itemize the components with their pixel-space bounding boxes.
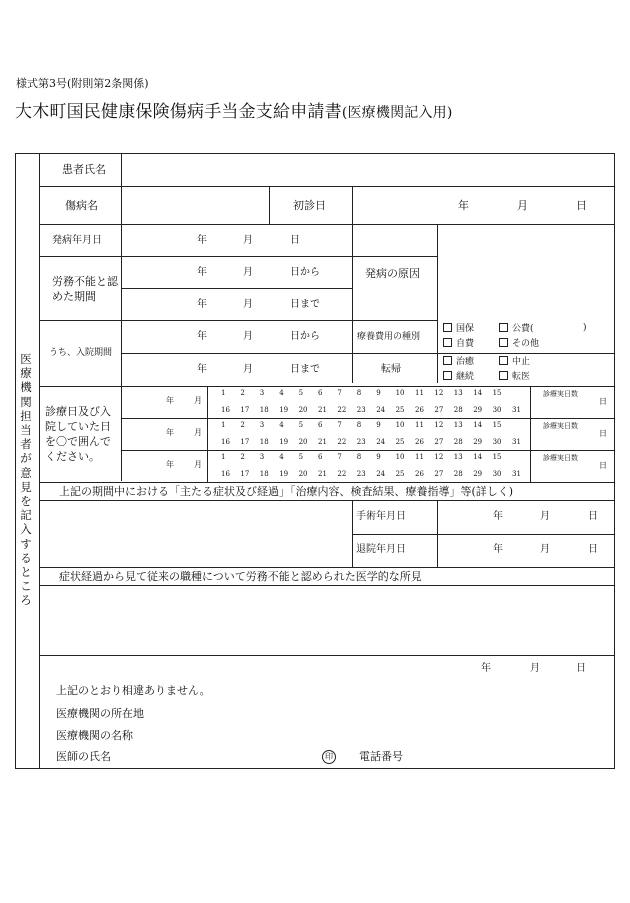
day-cell[interactable]: 14 [473, 389, 483, 397]
block2-year: 年 [166, 428, 174, 437]
block1-year: 年 [166, 396, 174, 405]
day-cell[interactable]: 19 [279, 470, 289, 478]
day-cell[interactable]: 5 [298, 453, 304, 461]
day-cell[interactable]: 13 [453, 389, 463, 397]
day-cell[interactable]: 2 [240, 453, 245, 461]
grid-line [530, 386, 531, 482]
day-cell[interactable]: 18 [259, 438, 269, 446]
grid-line [39, 567, 615, 568]
cert-address-label: 医療機関の所在地 [56, 707, 144, 720]
day-cell[interactable]: 15 [492, 389, 502, 397]
day-cell[interactable]: 16 [221, 406, 230, 414]
checkbox[interactable] [499, 323, 508, 332]
first-visit-day: 日 [576, 199, 587, 212]
day-cell[interactable]: 27 [434, 406, 444, 414]
day-cell[interactable]: 29 [473, 406, 483, 414]
day-cell[interactable]: 14 [473, 453, 483, 461]
outcome-option-continued[interactable] [443, 372, 474, 382]
day-cell[interactable]: 31 [512, 470, 521, 478]
hosp-to-year: 年 [197, 364, 207, 375]
day-cell[interactable]: 25 [395, 438, 405, 446]
day-cell[interactable]: 11 [415, 421, 424, 429]
surgery-date-label: 手術年月日 [356, 511, 406, 522]
cert-year: 年 [481, 663, 491, 674]
grid-line [269, 186, 270, 224]
day-cell[interactable]: 30 [492, 438, 502, 446]
day-cell[interactable]: 20 [298, 470, 308, 478]
day-cell[interactable]: 1 [221, 421, 226, 429]
checkbox[interactable] [499, 356, 508, 365]
course-field[interactable] [40, 501, 351, 566]
day-cell[interactable]: 8 [356, 421, 362, 429]
grid-line [121, 450, 615, 451]
day-cell[interactable]: 22 [337, 406, 347, 414]
incapacity-from-month: 月 [243, 267, 253, 278]
hosp-from-month: 月 [243, 331, 253, 342]
cost-option-close-paren: ) [583, 323, 587, 333]
onset-date-label: 発病年月日 [52, 235, 102, 246]
grid-line [207, 386, 208, 482]
outcome-option-stopped[interactable] [499, 357, 530, 367]
day-cell[interactable]: 20 [298, 406, 308, 414]
discharge-date-label: 退院年月日 [356, 544, 406, 555]
day-cell[interactable]: 21 [318, 438, 327, 446]
day-cell[interactable]: 1 [221, 389, 226, 397]
day-cell[interactable]: 22 [337, 470, 347, 478]
day-cell[interactable]: 23 [356, 406, 366, 414]
grid-line [39, 482, 615, 483]
discharge-day: 日 [588, 544, 598, 555]
day-cell[interactable]: 31 [512, 438, 521, 446]
day-cell[interactable]: 8 [356, 453, 362, 461]
grid-line [39, 386, 615, 387]
course-header: 上記の期間中における「主たる症状及び経過」「治療内容、検査結果、療養指導」等(詳しく) [59, 485, 514, 498]
surgery-month: 月 [540, 511, 550, 522]
grid-line [352, 534, 615, 535]
incapacity-from-year: 年 [197, 267, 207, 278]
cost-option-other[interactable] [499, 339, 539, 349]
grid-line [39, 655, 615, 656]
cert-statement: 上記のとおり相違ありません。 [56, 684, 211, 697]
outcome-option-transferred[interactable] [499, 372, 530, 382]
day-cell[interactable]: 9 [376, 389, 381, 397]
day-cell[interactable]: 29 [473, 470, 483, 478]
day-cell[interactable]: 21 [318, 406, 327, 414]
grid-line [39, 320, 437, 321]
day-cell[interactable]: 19 [279, 438, 289, 446]
cost-option-label: 国保 [456, 324, 475, 334]
treatment-days-label: 診療日及び入院していた日を〇で囲んでください。 [45, 405, 111, 463]
checkbox[interactable] [443, 323, 452, 332]
grid-line [39, 153, 40, 769]
day-cell[interactable]: 3 [259, 421, 265, 429]
actual-days-unit: 日 [599, 397, 607, 406]
cost-type-label: 療養費用の種別 [357, 332, 421, 342]
actual-days-label: 診療実日数 [543, 390, 578, 398]
day-cell[interactable]: 14 [473, 421, 483, 429]
cert-day: 日 [576, 663, 586, 674]
outcome-label: 転帰 [381, 364, 401, 375]
findings-header: 症状経過から見て従来の職種について労務不能と認められた医学的な所見 [59, 570, 422, 583]
actual-days-label: 診療実日数 [543, 422, 578, 430]
cause-label: 発病の原因 [365, 267, 420, 280]
day-cell[interactable]: 9 [376, 453, 381, 461]
form-title [15, 104, 453, 121]
block3-year: 年 [166, 460, 174, 469]
onset-day: 日 [290, 235, 300, 246]
day-cell[interactable]: 26 [415, 470, 424, 478]
cert-name-label: 医療機関の名称 [56, 729, 133, 742]
cost-option-public[interactable] [499, 324, 534, 334]
outcome-option-label: 転医 [512, 372, 531, 382]
cost-option-label: その他 [512, 339, 540, 349]
surgery-year: 年 [493, 511, 503, 522]
side-label: 医療機関担当者が意見を記入するところ [20, 352, 32, 608]
onset-year: 年 [197, 235, 207, 246]
findings-field[interactable] [40, 586, 614, 654]
checkbox[interactable] [443, 371, 452, 380]
day-cell[interactable]: 6 [318, 421, 323, 429]
day-cell[interactable]: 23 [356, 438, 366, 446]
day-cell[interactable]: 6 [318, 453, 323, 461]
hosp-to-day: 日まで [290, 364, 320, 375]
block2-month: 月 [194, 428, 202, 437]
day-cell[interactable]: 4 [279, 421, 284, 429]
outcome-option-label: 治癒 [456, 357, 475, 367]
day-cell[interactable]: 10 [395, 421, 405, 429]
cert-doctor-label: 医師の氏名 [56, 750, 111, 763]
day-cell[interactable]: 10 [395, 389, 405, 397]
day-cell[interactable]: 16 [221, 470, 230, 478]
day-cell[interactable]: 18 [259, 406, 269, 414]
day-cell[interactable]: 28 [453, 406, 463, 414]
first-visit-year: 年 [458, 199, 469, 212]
cost-option-self[interactable] [443, 339, 474, 349]
cert-month: 月 [530, 663, 540, 674]
day-cell[interactable]: 27 [434, 438, 444, 446]
form-number: 様式第3号(附則第2条関係) [16, 77, 149, 90]
day-cell[interactable]: 3 [259, 389, 265, 397]
day-cell[interactable]: 30 [492, 470, 502, 478]
incapacity-to-month: 月 [243, 299, 253, 310]
day-cell[interactable]: 26 [415, 406, 424, 414]
actual-days-unit: 日 [599, 461, 607, 470]
first-visit-label: 初診日 [293, 199, 326, 212]
cert-phone-label: 電話番号 [359, 750, 403, 763]
seal-mark: 印 [322, 750, 336, 764]
day-cell[interactable]: 8 [356, 389, 362, 397]
hosp-from-day: 日から [290, 331, 320, 342]
day-cell[interactable]: 24 [376, 438, 386, 446]
day-cell[interactable]: 24 [376, 406, 386, 414]
day-cell[interactable]: 7 [337, 421, 342, 429]
day-cell[interactable]: 27 [434, 470, 444, 478]
block3-month: 月 [194, 460, 202, 469]
day-cell[interactable]: 4 [279, 453, 284, 461]
outcome-option-cured[interactable] [443, 357, 474, 367]
incapacity-to-day: 日まで [290, 299, 320, 310]
day-cell[interactable]: 3 [259, 453, 265, 461]
day-cell[interactable]: 17 [240, 406, 250, 414]
day-cell[interactable]: 12 [434, 453, 444, 461]
day-cell[interactable]: 25 [395, 406, 405, 414]
disease-name-label: 傷病名 [65, 199, 98, 212]
discharge-month: 月 [540, 544, 550, 555]
cost-option-national[interactable] [443, 324, 474, 334]
discharge-year: 年 [493, 544, 503, 555]
day-cell[interactable]: 15 [492, 421, 502, 429]
day-cell[interactable]: 5 [298, 421, 304, 429]
grid-line [39, 256, 437, 257]
incapacity-to-year: 年 [197, 299, 207, 310]
day-cell[interactable]: 6 [318, 389, 323, 397]
title-main: 大木町国民健康保険傷病手当金支給申請書 [15, 102, 342, 122]
grid-line [121, 418, 615, 419]
day-cell[interactable]: 23 [356, 470, 366, 478]
incapacity-period-label: 労務不能と認めた期間 [52, 275, 118, 303]
day-cell[interactable]: 21 [318, 470, 327, 478]
day-cell[interactable]: 20 [298, 438, 308, 446]
day-cell[interactable]: 31 [512, 406, 521, 414]
day-cell[interactable]: 22 [337, 438, 347, 446]
day-cell[interactable]: 5 [298, 389, 304, 397]
day-cell[interactable]: 7 [337, 453, 342, 461]
day-cell[interactable]: 17 [240, 438, 250, 446]
day-cell[interactable]: 24 [376, 470, 386, 478]
day-cell[interactable]: 26 [415, 438, 424, 446]
cost-option-label: 公費( [512, 324, 534, 334]
day-cell[interactable]: 2 [240, 389, 245, 397]
day-cell[interactable]: 1 [221, 453, 226, 461]
checkbox[interactable] [499, 371, 508, 380]
day-cell[interactable]: 28 [453, 438, 463, 446]
day-cell[interactable]: 29 [473, 438, 483, 446]
day-cell[interactable]: 16 [221, 438, 230, 446]
surgery-day: 日 [588, 511, 598, 522]
day-cell[interactable]: 13 [453, 421, 463, 429]
hosp-to-month: 月 [243, 364, 253, 375]
day-cell[interactable]: 15 [492, 453, 502, 461]
day-cell[interactable]: 17 [240, 470, 250, 478]
day-cell[interactable]: 2 [240, 421, 245, 429]
actual-days-label: 診療実日数 [543, 454, 578, 462]
day-cell[interactable]: 9 [376, 421, 381, 429]
patient-name-label: 患者氏名 [62, 163, 106, 176]
day-cell[interactable]: 4 [279, 389, 284, 397]
outcome-option-label: 継続 [456, 372, 475, 382]
day-cell[interactable]: 30 [492, 406, 502, 414]
checkbox[interactable] [443, 356, 452, 365]
title-sub: (医療機関記入用) [341, 105, 453, 121]
day-cell[interactable]: 11 [415, 453, 424, 461]
disease-name-field[interactable] [122, 187, 268, 223]
checkbox[interactable] [499, 338, 508, 347]
cost-option-label: 自費 [456, 339, 475, 349]
day-cell[interactable]: 28 [453, 470, 463, 478]
hosp-from-year: 年 [197, 331, 207, 342]
day-cell[interactable]: 7 [337, 389, 342, 397]
checkbox[interactable] [443, 338, 452, 347]
day-cell[interactable]: 19 [279, 406, 289, 414]
incapacity-from-day: 日から [290, 267, 320, 278]
grid-line [121, 288, 352, 289]
day-cell[interactable]: 13 [453, 453, 463, 461]
outcome-option-label: 中止 [512, 357, 531, 367]
first-visit-month: 月 [517, 199, 528, 212]
day-cell[interactable]: 10 [395, 453, 405, 461]
hospitalization-label: うち、入院期間 [49, 348, 113, 358]
cause-field[interactable] [438, 225, 614, 319]
patient-name-field[interactable] [122, 154, 614, 185]
day-cell[interactable]: 18 [259, 470, 269, 478]
actual-days-unit: 日 [599, 429, 607, 438]
day-cell[interactable]: 12 [434, 389, 444, 397]
day-cell[interactable]: 12 [434, 421, 444, 429]
onset-month: 月 [243, 235, 253, 246]
day-cell[interactable]: 11 [415, 389, 424, 397]
day-cell[interactable]: 25 [395, 470, 405, 478]
block1-month: 月 [194, 396, 202, 405]
grid-line [121, 353, 615, 354]
